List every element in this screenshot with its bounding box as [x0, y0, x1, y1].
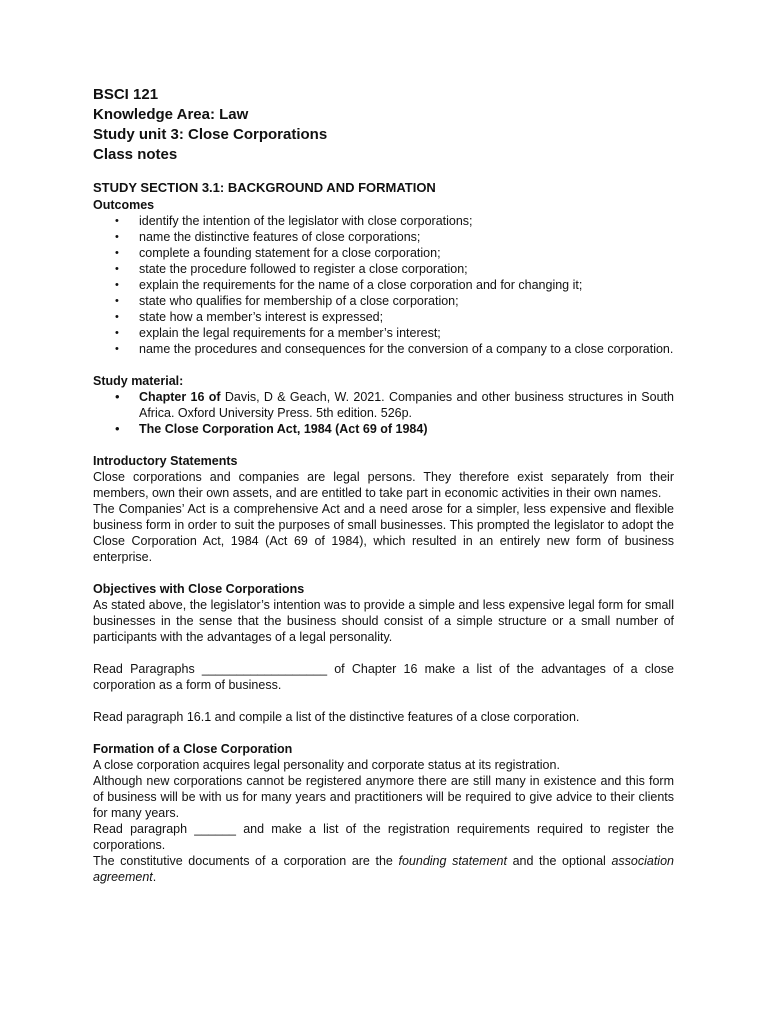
outcome-text: identify the intention of the legislator with close corporations;	[139, 214, 473, 228]
bullet-icon: •	[115, 295, 119, 307]
objectives-title: Objectives with Close Corporations	[93, 582, 305, 596]
outcome-text: state how a member’s interest is expressed;	[139, 310, 384, 324]
bullet-icon: •	[115, 311, 119, 323]
formation-paragraph-1: A close corporation acquires legal personality and corporate status at its registration.	[93, 758, 560, 772]
list-item	[93, 213, 674, 229]
act-reference: The Close Corporation Act, 1984 (Act 69 of 1984)	[139, 422, 428, 436]
introductory-paragraph-1: Close corporations and companies are legal persons. They therefore exist separately from their members, own their own assets, and are entitled to take part in economic activities in their own names.	[93, 470, 674, 500]
study-unit-title: Study unit 3: Close Corporations	[93, 126, 328, 143]
study-material-label: Study material:	[93, 374, 184, 388]
list-item	[93, 421, 674, 437]
document-page	[93, 85, 674, 885]
introductory-paragraph-2: The Companies’ Act is a comprehensive Act and a need arose for a simpler, less expensive and flexible business form in order to suit the purposes of small businesses. This prompted the legislator to adopt the Close Corporation Act, 1984 (Act 69 of 1984), which resulted in an entirely new form of business enterprise.	[93, 502, 674, 564]
outcome-text: name the distinctive features of close corporations;	[139, 230, 421, 244]
bullet-icon: •	[115, 421, 120, 436]
outcome-text: explain the legal requirements for a member’s interest;	[139, 326, 441, 340]
list-item	[93, 261, 674, 277]
document-header	[93, 85, 674, 165]
class-notes-label: Class notes	[93, 146, 178, 163]
formation-text-start: The constitutive documents of a corporation are the	[93, 854, 399, 868]
outcome-text: state the procedure followed to register a close corporation;	[139, 262, 468, 276]
course-code: BSCI 121	[93, 86, 159, 103]
bullet-icon: •	[115, 327, 119, 339]
formation-paragraph-2: Although new corporations cannot be registered anymore there are still many in existence and this form of business will be with us for many years and practitioners will be required to give advice to their clients for many years.	[93, 774, 674, 820]
knowledge-area: Knowledge Area: Law	[93, 106, 249, 123]
book-reference: Davis, D & Geach, W. 2021. Companies and other business structures in South Africa. Oxford University Press. 5th edition. 526p.	[139, 390, 674, 420]
list-item	[93, 309, 674, 325]
outcome-text: state who qualifies for membership of a close corporation;	[139, 294, 459, 308]
objectives-paragraph-2: Read Paragraphs __________________ of Chapter 16 make a list of the advantages of a close corporation as a form of business.	[93, 662, 674, 692]
bullet-icon: •	[115, 389, 120, 404]
list-item	[93, 245, 674, 261]
formation-text-mid: and the optional	[506, 854, 612, 868]
formation-title: Formation of a Close Corporation	[93, 742, 293, 756]
outcome-text: complete a founding statement for a close corporation;	[139, 246, 441, 260]
bullet-icon: •	[115, 263, 119, 275]
bullet-icon: •	[115, 231, 119, 243]
list-item	[93, 325, 674, 341]
bullet-icon: •	[115, 247, 119, 259]
study-section-title: STUDY SECTION 3.1: BACKGROUND AND FORMATION	[93, 180, 436, 195]
formation-text-end: .	[152, 870, 157, 884]
association-agreement-term: association agreement	[93, 854, 674, 884]
list-item	[93, 389, 674, 421]
study-material-list	[93, 389, 674, 437]
outcome-text: explain the requirements for the name of a close corporation and for changing it;	[139, 278, 583, 292]
outcomes-list	[93, 213, 674, 357]
founding-statement-term: founding statement	[398, 854, 507, 868]
list-item	[93, 293, 674, 309]
introductory-title: Introductory Statements	[93, 454, 238, 468]
outcomes-label: Outcomes	[93, 198, 155, 212]
bullet-icon: •	[115, 279, 119, 291]
formation-paragraph-3: Read paragraph ______ and make a list of the registration requirements required to register the corporations.	[93, 822, 674, 852]
outcome-text: name the procedures and consequences for the conversion of a company to a close corporation.	[139, 342, 674, 356]
list-item	[93, 341, 674, 357]
list-item	[93, 229, 674, 245]
chapter-reference: Chapter 16 of	[139, 390, 221, 404]
objectives-paragraph-1: As stated above, the legislator’s intention was to provide a simple and less expensive legal form for small businesses in the sense that the business should consist of a simple structure or a small number of participants with the advantages of a legal personality.	[93, 598, 674, 644]
formation-paragraph-4	[93, 853, 674, 885]
bullet-icon: •	[115, 343, 119, 355]
list-item	[93, 277, 674, 293]
objectives-paragraph-3: Read paragraph 16.1 and compile a list of the distinctive features of a close corporation.	[93, 710, 580, 724]
bullet-icon: •	[115, 215, 119, 227]
